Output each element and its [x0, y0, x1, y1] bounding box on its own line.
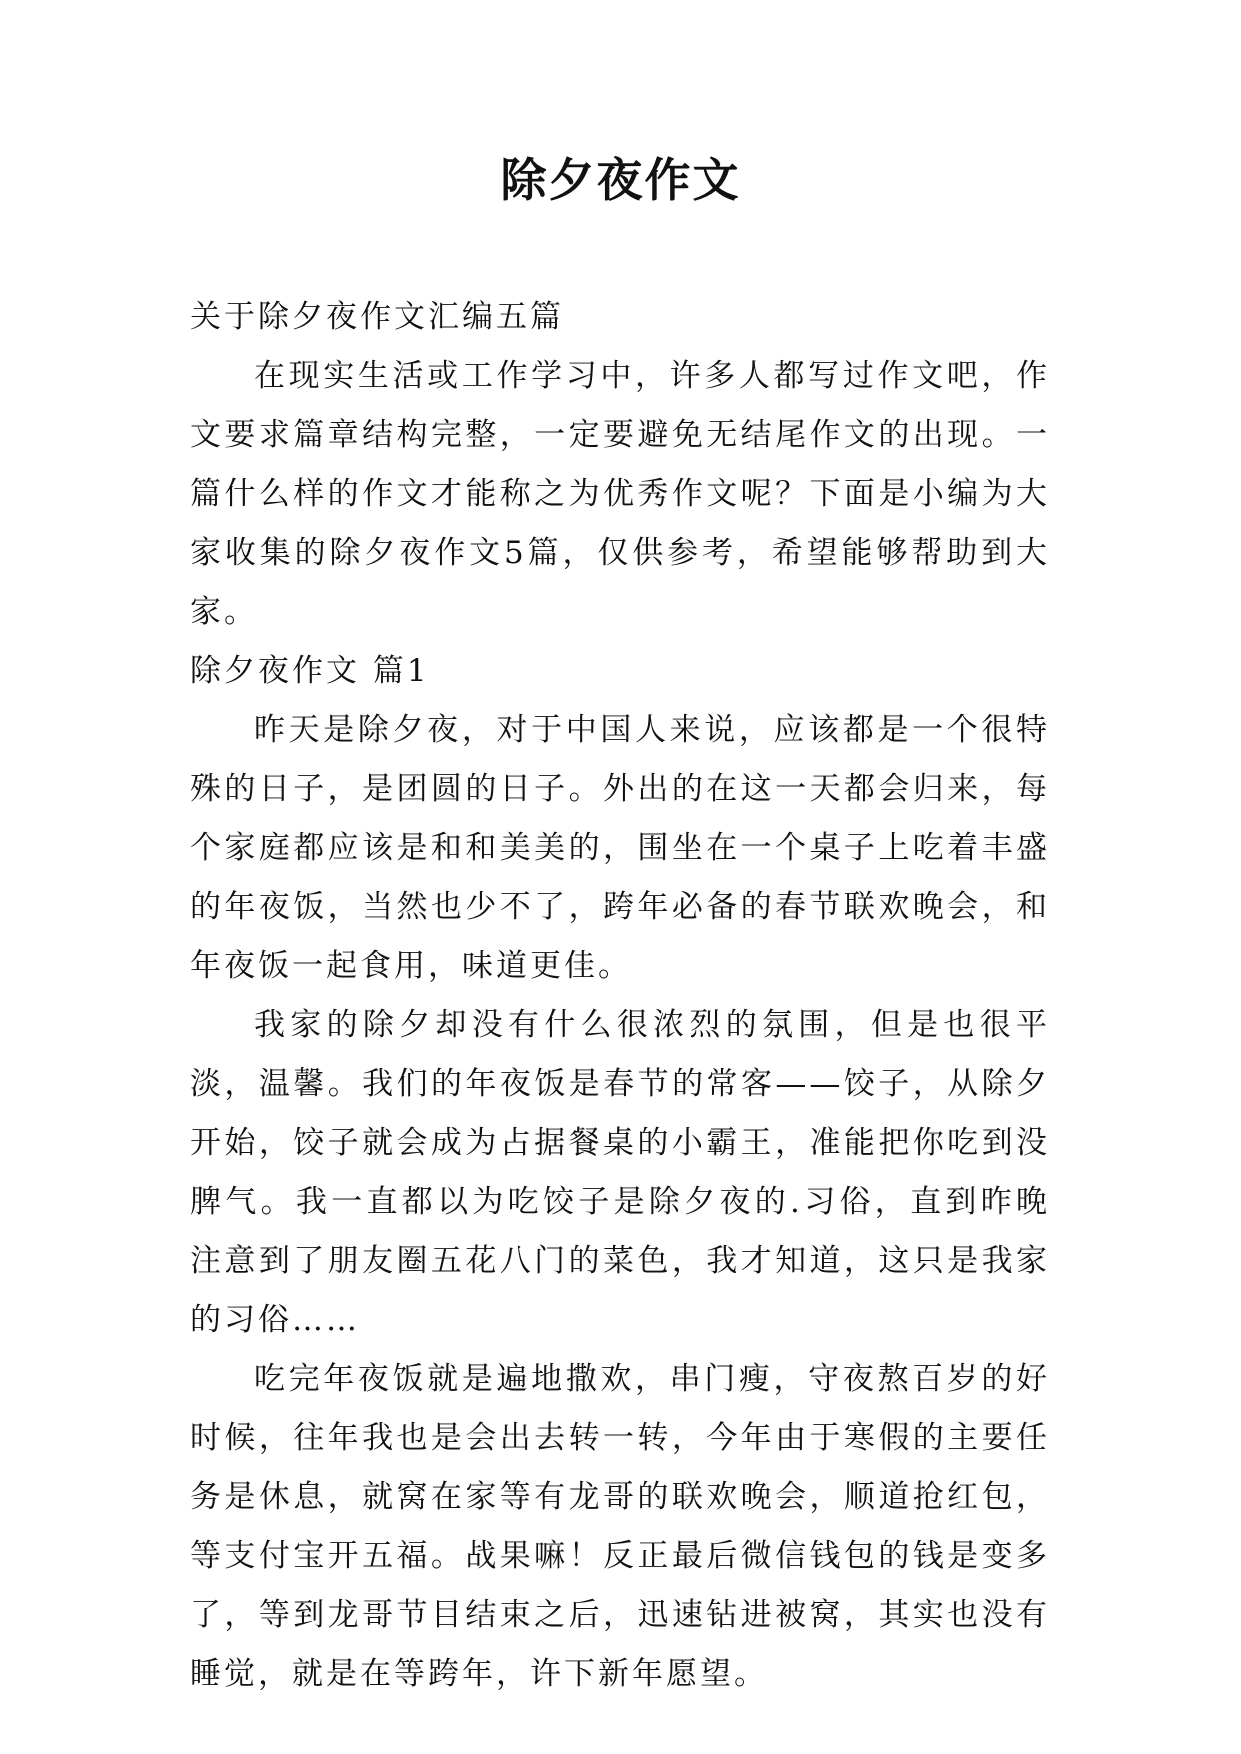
body-paragraph: 我家的除夕却没有什么很浓烈的氛围，但是也很平淡，温馨。我们的年夜饭是春节的常客——饺子，从除夕开始，饺子就会成为占据餐桌的小霸王，准能把你吃到没脾气。我一直都以为吃饺子是除夕夜的.习俗，直到昨晚注意到了朋友圈五花八门的菜色，我才知道，这只是我家的习俗……: [190, 1007, 1050, 1338]
document-title: 除夕夜作文: [500, 153, 741, 207]
section-heading: 除夕夜作文 篇1: [190, 653, 430, 689]
body-paragraph: 昨天是除夕夜，对于中国人来说，应该都是一个很特殊的日子，是团圆的日子。外出的在这一天都会归来，每个家庭都应该是和和美美的，围坐在一个桌子上吃着丰盛的年夜饭，当然也少不了，跨年必备的春节联欢晚会，和年夜饭一起食用，味道更佳。: [190, 712, 1050, 984]
body-paragraph: 吃完年夜饭就是遍地撒欢，串门瘦，守夜熬百岁的好时候，往年我也是会出去转一转，今年由于寒假的主要任务是休息，就窝在家等有龙哥的联欢晚会，顺道抢红包，等支付宝开五福。战果嘛！反正最后微信钱包的钱是变多了，等到龙哥节目结束之后，迅速钻进被窝，其实也没有睡觉，就是在等跨年，许下新年愿望。: [190, 1361, 1050, 1692]
document-body: [190, 288, 1050, 1704]
intro-paragraph: 在现实生活或工作学习中，许多人都写过作文吧，作文要求篇章结构完整，一定要避免无结尾作文的出现。一篇什么样的作文才能称之为优秀作文呢？下面是小编为大家收集的除夕夜作文5篇，仅供参考，希望能够帮助到大家。: [190, 358, 1050, 630]
document-subtitle: 关于除夕夜作文汇编五篇: [190, 299, 564, 335]
